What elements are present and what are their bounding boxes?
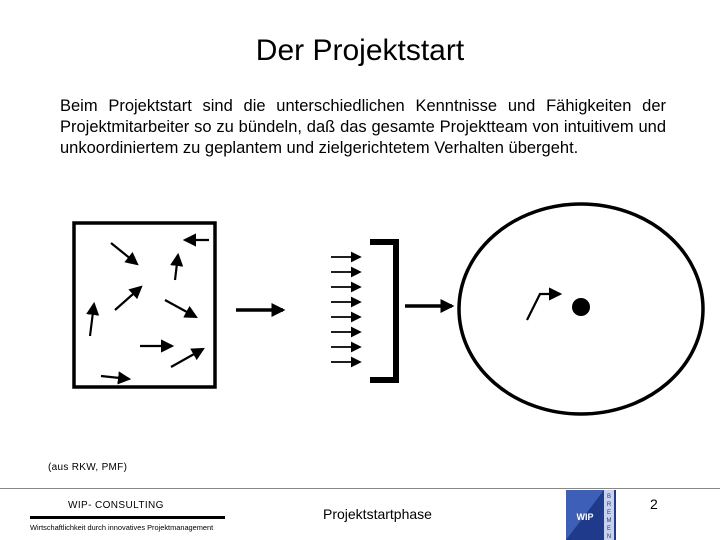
uncoordinated-box xyxy=(74,223,215,387)
logo-side-letter: R xyxy=(606,502,612,508)
wip-bremen-logo xyxy=(566,490,640,540)
logo-side-letter: N xyxy=(606,534,612,540)
random-arrow xyxy=(101,376,129,379)
random-arrow xyxy=(111,243,137,264)
section-label: Projektstartphase xyxy=(323,506,432,522)
company-underline xyxy=(30,516,225,519)
bundling-stage xyxy=(331,242,396,380)
target-dot xyxy=(572,298,590,316)
slide-title: Der Projektstart xyxy=(255,34,465,67)
aligned-arrow xyxy=(527,294,560,320)
slide-body-text: Beim Projektstart sind die unterschiedlichen Kenntnisse und Fähigkeiten der Projektmitarbeiter so zu bündeln, daß das gesamte Projektteam von intuitivem und unkoordiniertem zu geplantem und zielgerichtetem Verhalten übergeht. xyxy=(60,97,666,157)
logo-side-letter: E xyxy=(606,526,612,532)
bundling-bracket xyxy=(370,242,396,380)
logo-letters: WIP xyxy=(576,512,594,522)
page-number: 2 xyxy=(650,496,658,512)
company-tagline: Wirtschaftlichkeit durch innovatives Projektmanagement xyxy=(30,523,214,532)
footer-divider xyxy=(0,488,720,489)
random-arrow xyxy=(115,287,141,310)
logo-side-letter: E xyxy=(606,510,612,516)
logo-side-letter: M xyxy=(606,518,612,524)
goal-circle xyxy=(459,204,703,414)
random-arrow xyxy=(90,304,94,336)
random-arrow xyxy=(171,349,203,367)
company-name: WIP- CONSULTING xyxy=(68,500,164,511)
random-arrow xyxy=(165,300,196,317)
source-note: (aus RKW, PMF) xyxy=(48,462,128,473)
random-arrow xyxy=(175,255,178,280)
logo-side-letter: B xyxy=(606,494,612,500)
